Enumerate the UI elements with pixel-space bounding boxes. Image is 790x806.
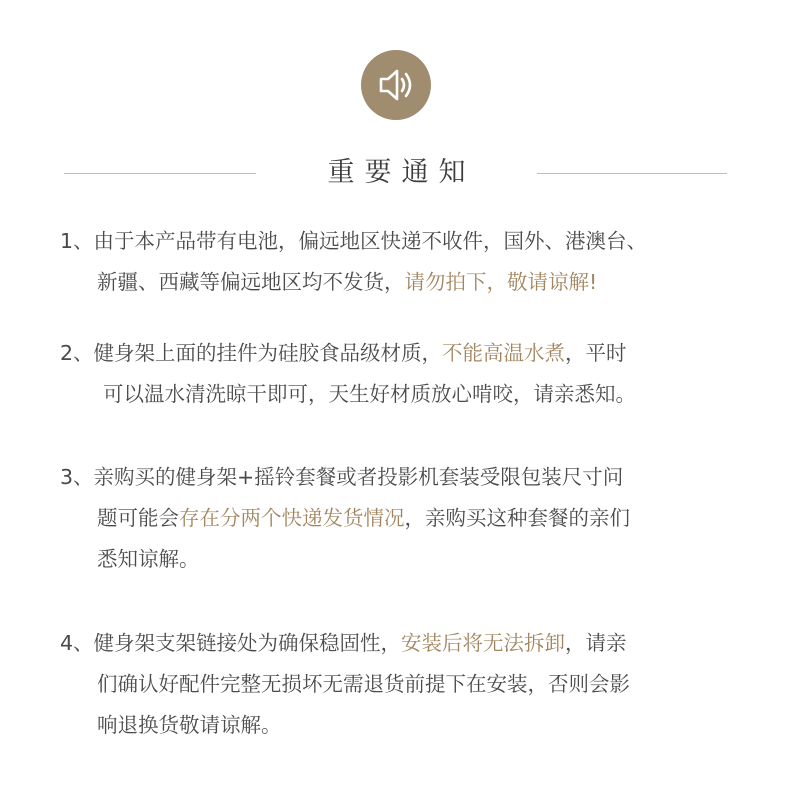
notice-1-highlight: 请勿拍下，敬请谅解!	[404, 270, 598, 294]
notice-2-highlight: 不能高温水煮	[442, 341, 566, 365]
notice-1-line-2	[60, 262, 740, 303]
notice-2-text-a: 2、健身架上面的挂件为硅胶食品级材质，	[60, 341, 443, 365]
notice-item-2	[60, 333, 740, 415]
notice-3-line-2	[60, 498, 740, 539]
notice-4-text-a: 4、健身架支架链接处为确保稳固性，	[60, 631, 402, 655]
notice-4-text-b: ，请亲	[565, 631, 627, 655]
notice-3-highlight: 存在分两个快递发货情况	[179, 506, 405, 530]
notice-item-3	[60, 457, 740, 580]
notice-3-line-1: 3、亲购买的健身架+摇铃套餐或者投影机套装受限包装尺寸问	[60, 465, 624, 489]
notice-2-text-b: ，平时	[565, 341, 627, 365]
title-divider-left	[64, 173, 256, 174]
notice-3-line-3: 悉知谅解。	[97, 547, 200, 571]
notice-2-line-1	[60, 333, 740, 374]
speaker-icon	[373, 62, 419, 108]
title-divider-right	[537, 173, 727, 174]
notice-3-text-b: ，亲购买这种套餐的亲们	[404, 506, 630, 530]
notice-2-line-2: 可以温水清洗晾干即可，天生好材质放心啃咬，请亲悉知。	[103, 382, 636, 406]
notice-4-line-1	[60, 623, 740, 664]
notice-4-line-2: 们确认好配件完整无损坏无需退货前提下在安装，否则会影	[97, 672, 630, 696]
notice-4-line-3: 响退换货敬请谅解。	[97, 713, 282, 737]
notice-speaker-badge	[361, 50, 431, 120]
notice-item-4	[60, 623, 740, 746]
notice-3-text-a: 题可能会	[97, 506, 179, 530]
notice-item-1	[60, 221, 740, 303]
page-title: 重要通知	[327, 157, 476, 188]
notice-1-line-1: 1、由于本产品带有电池，偏远地区快递不收件，国外、港澳台、	[60, 229, 648, 253]
title-row	[0, 150, 790, 196]
notice-1-text: 新疆、西藏等偏远地区均不发货，	[97, 270, 405, 294]
notice-4-highlight: 安装后将无法拆卸	[401, 631, 566, 655]
